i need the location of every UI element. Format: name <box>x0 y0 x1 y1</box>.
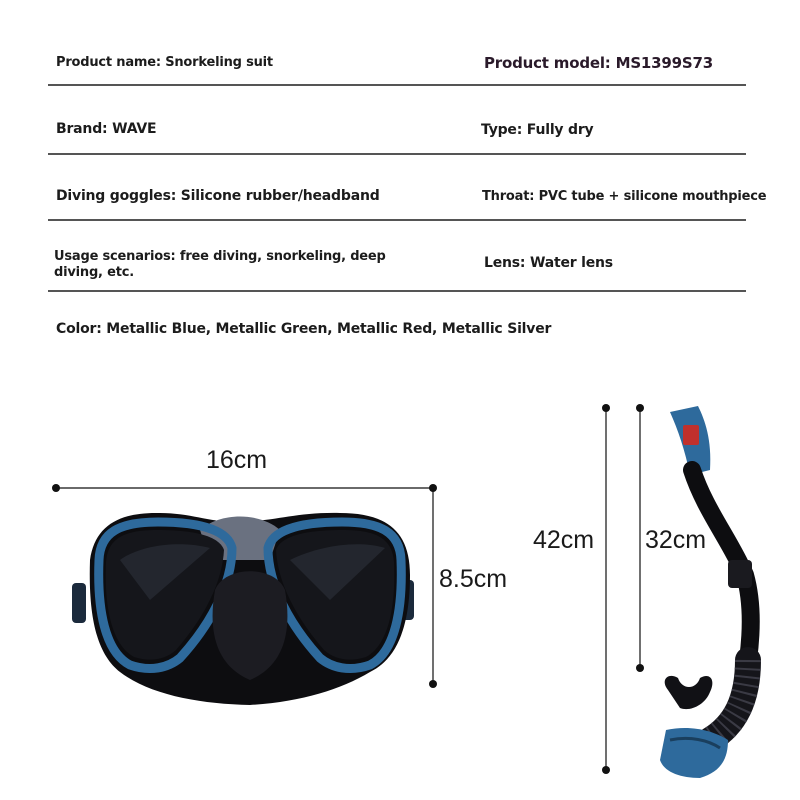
snorkel-tube-length-label: 32cm <box>645 526 707 554</box>
spec-brand: Brand: WAVE <box>56 121 157 137</box>
snorkel-tube-dimension-line <box>636 404 644 672</box>
spec-product-model: Product model: MS1399S73 <box>484 54 713 72</box>
spec-color: Color: Metallic Blue, Metallic Green, Metallic Red, Metallic Silver <box>56 321 552 337</box>
snorkel-total-length-label: 42cm <box>533 526 595 554</box>
spec-lens: Lens: Water lens <box>484 255 613 271</box>
spec-throat: Throat: PVC tube + silicone mouthpiece <box>482 189 767 204</box>
snorkel-total-dimension-line <box>602 404 610 774</box>
mask-height-label: 8.5cm <box>439 565 508 593</box>
mask-width-label: 16cm <box>206 446 268 474</box>
mask-width-dimension-line <box>52 484 437 492</box>
mask-height-dimension-line <box>429 488 437 688</box>
diving-mask-image <box>72 513 414 705</box>
snorkel-image <box>660 406 752 778</box>
spec-usage-scenarios: Usage scenarios: free diving, snorkeling, deep diving, etc. <box>54 249 386 280</box>
spec-product-name: Product name: Snorkeling suit <box>56 55 273 70</box>
spec-type: Type: Fully dry <box>481 122 594 138</box>
spec-diving-goggles: Diving goggles: Silicone rubber/headband <box>56 188 380 204</box>
